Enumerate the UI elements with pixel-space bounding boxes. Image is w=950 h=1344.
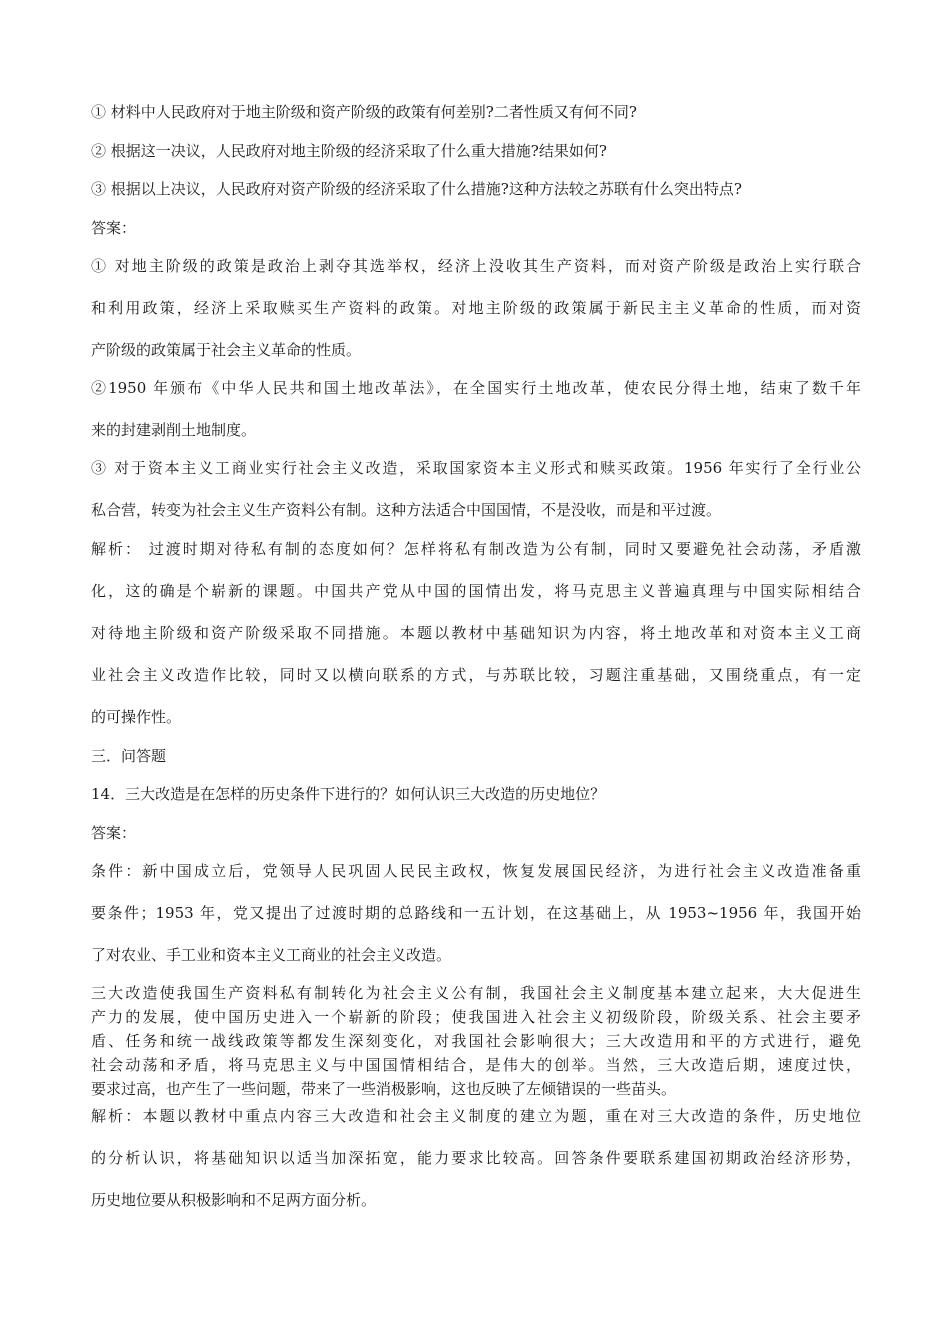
status-line: 产力的发展，使中国历史进入一个崭新的阶段；使我国进入社会主义初级阶段，阶级关系、社会主要矛 xyxy=(91,1008,861,1026)
analysis-line: 解析：本题以教材中重点内容三大改造和社会主义制度的建立为题，重在对三大改造的条件，历史地位 xyxy=(91,1107,861,1125)
answer-line: 产阶级的政策属于社会主义革命的性质。 xyxy=(91,341,362,359)
analysis-line: 历史地位要从积极影响和不足两方面分析。 xyxy=(91,1191,377,1209)
analysis-line: 化，这的确是个崭新的课题。中国共产党从中国的国情出发，将马克思主义普遍真理与中国实际相结合 xyxy=(91,582,861,600)
section-heading: 三．问答题 xyxy=(91,747,167,765)
analysis-line: 解析： 过渡时期对待私有制的态度如何？怎样将私有制改造为公有制，同时又要避免社会动荡，矛盾激 xyxy=(91,540,861,558)
answer-line: ③ 对于资本主义工商业实行社会主义改造，采取国家资本主义形式和赎买政策。1956 年实行了全行业公 xyxy=(91,459,861,477)
condition-line: 条件：新中国成立后，党领导人民巩固人民民主政权，恢复发展国民经济，为进行社会主义改造准备重 xyxy=(91,862,861,880)
question-2: ② 根据这一决议，人民政府对地主阶级的经济采取了什么重大措施?结果如何? xyxy=(91,142,607,160)
answer-label: 答案： xyxy=(91,824,137,842)
answer-line: ②1950 年颁布《中华人民共和国土地改革法》，在全国实行土地改革，使农民分得土地，结束了数千年 xyxy=(91,379,861,397)
answer-label: 答案： xyxy=(91,219,137,237)
question-14: 14．三大改造是在怎样的历史条件下进行的？如何认识三大改造的历史地位？ xyxy=(91,785,606,803)
status-line: 要求过高，也产生了一些问题，带来了一些消极影响，这也反映了左倾错误的一些苗头。 xyxy=(91,1080,677,1098)
condition-line: 要条件；1953 年，党又提出了过渡时期的总路线和一五计划，在这基础上，从 1953~1956 年，我国开始 xyxy=(91,904,861,922)
status-line: 盾、任务和统一战线政策等都发生深刻变化，对我国社会影响很大；三大改造用和平的方式进行，避免 xyxy=(91,1032,861,1050)
analysis-line: 的可操作性。 xyxy=(91,708,182,726)
question-3: ③ 根据以上决议，人民政府对资产阶级的经济采取了什么措施?这种方法较之苏联有什么突出特点? xyxy=(91,180,742,198)
analysis-line: 对待地主阶级和资产阶级采取不同措施。本题以教材中基础知识为内容，将土地改革和对资本主义工商 xyxy=(91,624,861,642)
answer-line: 和利用政策，经济上采取赎买生产资料的政策。对地主阶级的政策属于新民主主义革命的性质，而对资 xyxy=(91,299,861,317)
status-line: 三大改造使我国生产资料私有制转化为社会主义公有制，我国社会主义制度基本建立起来，大大促进生 xyxy=(91,984,861,1002)
question-1: ① 材料中人民政府对于地主阶级和资产阶级的政策有何差别?二者性质又有何不同? xyxy=(91,103,637,121)
condition-line: 了对农业、手工业和资本主义工商业的社会主义改造。 xyxy=(91,946,452,964)
analysis-line: 的分析认识，将基础知识以适当加深拓宽，能力要求比较高。回答条件要联系建国初期政治经济形势， xyxy=(91,1149,861,1167)
analysis-line: 业社会主义改造作比较，同时又以横向联系的方式，与苏联比较，习题注重基础，又围绕重点，有一定 xyxy=(91,666,861,684)
status-line: 社会动荡和矛盾，将马克思主义与中国国情相结合，是伟大的创举。当然，三大改造后期，速度过快， xyxy=(91,1056,861,1074)
answer-line: 私合营，转变为社会主义生产资料公有制。这种方法适合中国国情，不是没收，而是和平过渡。 xyxy=(91,501,722,519)
answer-line: ① 对地主阶级的政策是政治上剥夺其选举权，经济上没收其生产资料，而对资产阶级是政治上实行联合 xyxy=(91,257,861,275)
answer-line: 来的封建剥削土地制度。 xyxy=(91,421,257,439)
